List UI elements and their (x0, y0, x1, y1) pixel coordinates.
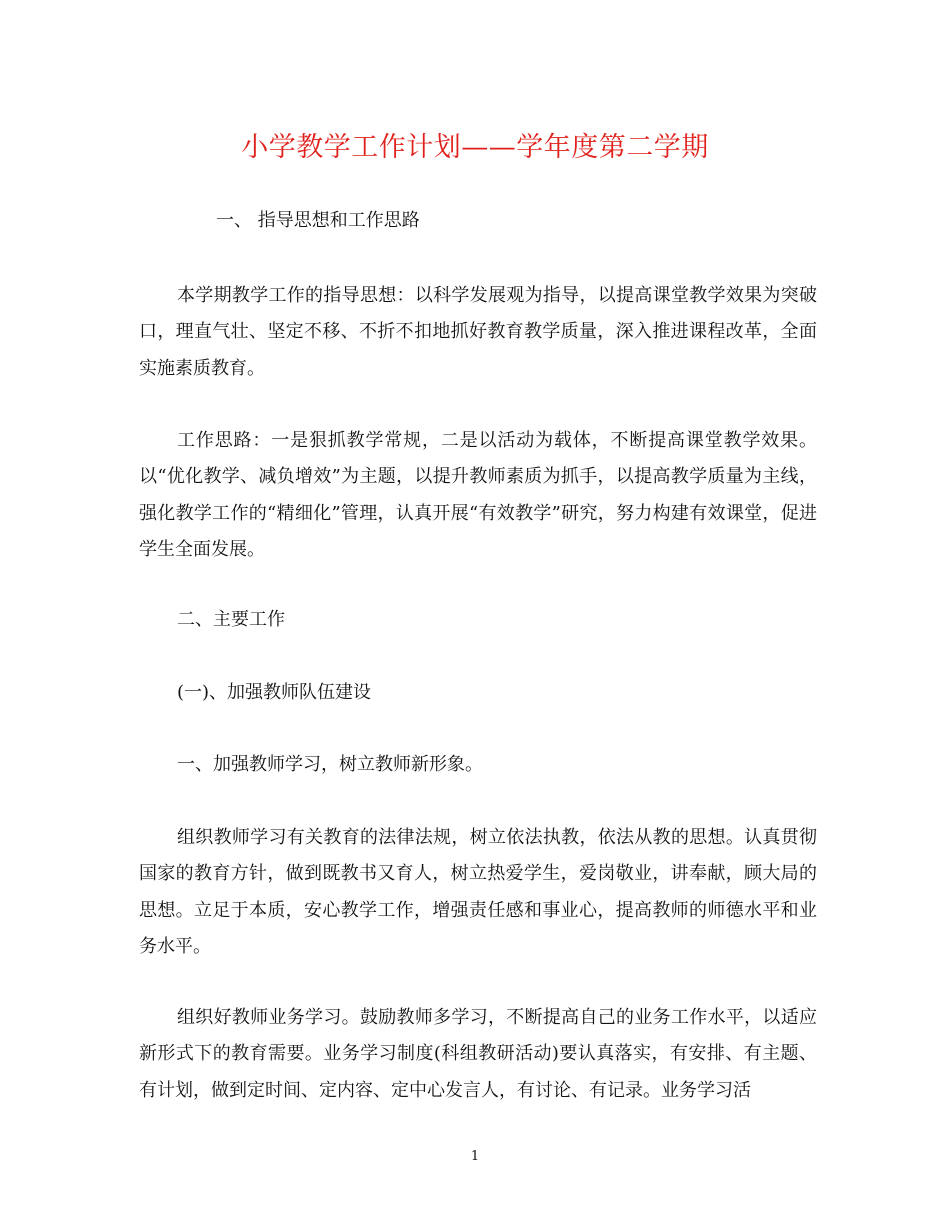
paragraph-guiding-thought: 本学期教学工作的指导思想：以科学发展观为指导，以提高课堂教学效果为突破口，理直气壮、坚定不移、不折不扣地抓好教育教学质量，深入推进课程改革，全面实施素质教育。 (139, 285, 817, 379)
subsection-heading-teacher-study: 一、加强教师学习，树立教师新形象。 (177, 754, 483, 775)
section-heading-main-work: 二、主要工作 (177, 609, 285, 630)
paragraph-business-study: 组织好教师业务学习。鼓励教师多学习，不断提高自己的业务工作水平，以适应新形式下的教育需要。业务学习制度(科组教研活动)要认真落实，有安排、有主题、有计划，做到定时间、定内容、定中心发言人，有讨论、有记录。业务学习活 (139, 1007, 817, 1101)
document-title: 小学教学工作计划——学年度第二学期 (241, 132, 709, 163)
subsection-heading-teacher-team: (一)、加强教师队伍建设 (177, 682, 372, 703)
paragraph-teacher-study: 组织教师学习有关教育的法律法规，树立依法执教，依法从教的思想。认真贯彻国家的教育方针，做到既教书又育人，树立热爱学生，爱岗敬业，讲奉献，顾大局的思想。立足于本质，安心教学工作，增强责任感和事业心，提高教师的师德水平和业务水平。 (139, 827, 817, 957)
page-number: 1 (470, 1149, 480, 1164)
paragraph-work-approach: 工作思路：一是狠抓教学常规，二是以活动为载体，不断提高课堂教学效果。以“优化教学、减负增效”为主题，以提升教师素质为抓手，以提高教学质量为主线，强化教学工作的“精细化”管理，认真开展“有效教学”研究，努力构建有效课堂，促进学生全面发展。 (139, 430, 817, 560)
section-heading-guiding-thought: 一、 指导思想和工作思路 (216, 210, 420, 231)
